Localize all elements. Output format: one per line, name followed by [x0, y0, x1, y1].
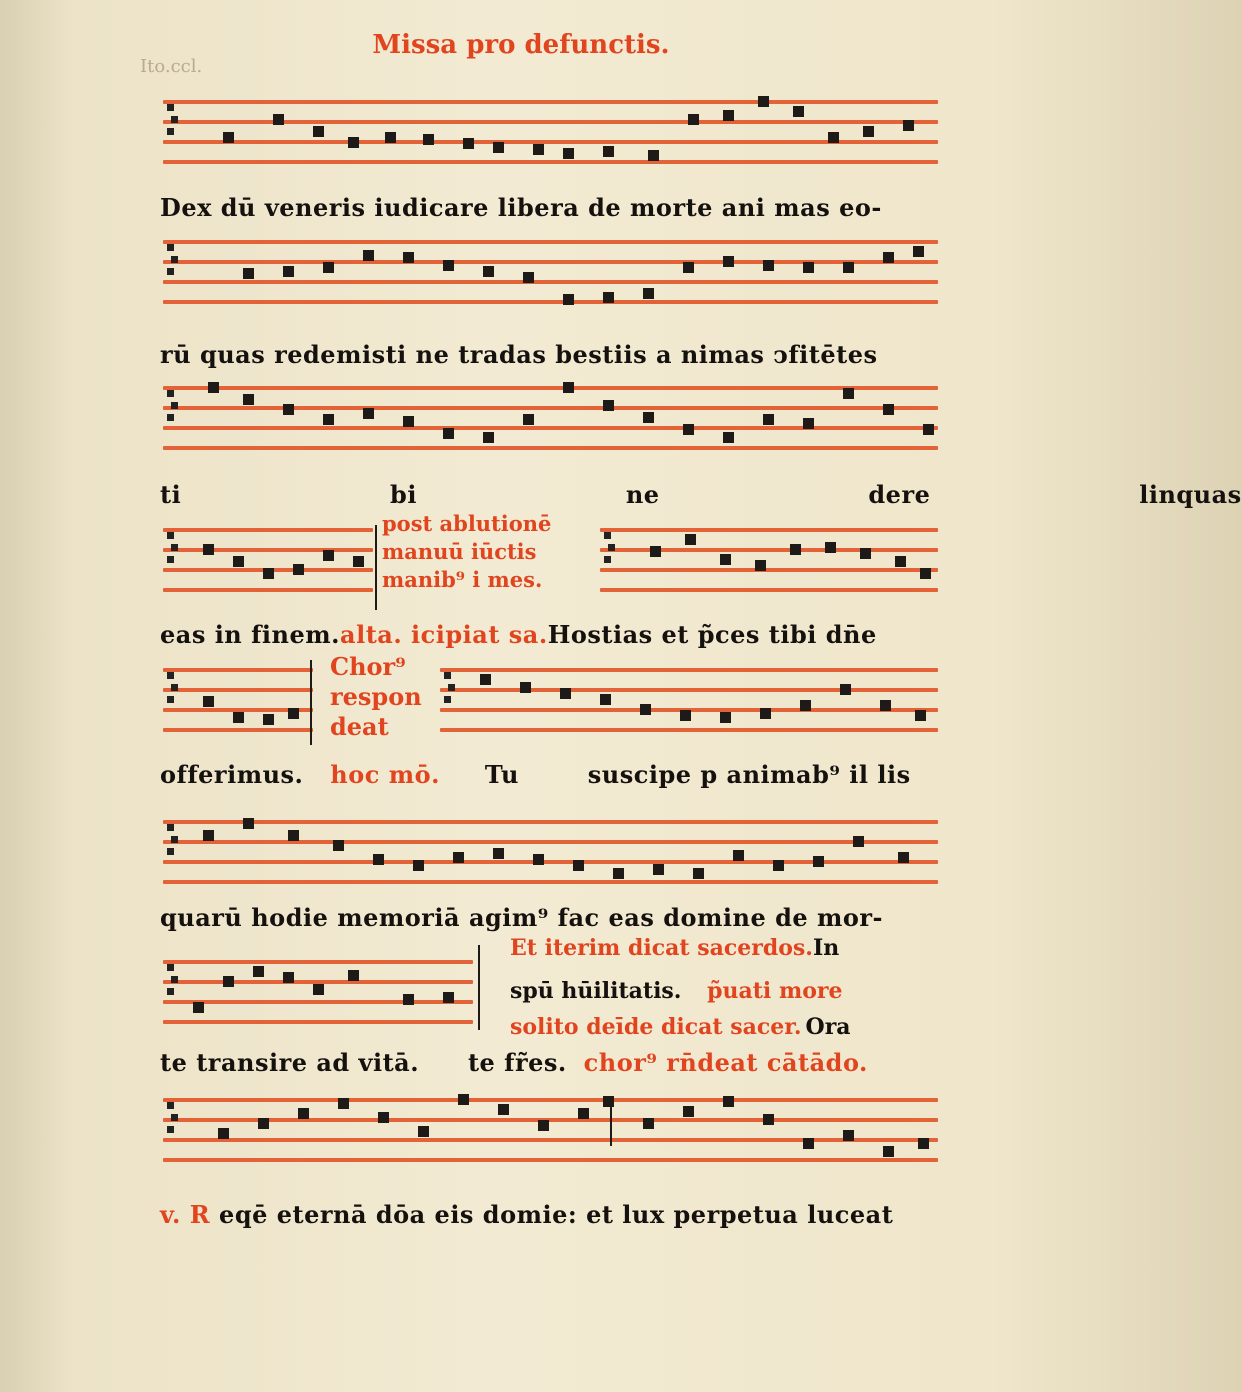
- bar-line: [478, 945, 480, 1030]
- bleed-through-text: Ito.ccl.: [140, 56, 203, 77]
- staff-line: [163, 1000, 473, 1004]
- neume-note: [843, 388, 854, 399]
- staff-line: [163, 1098, 938, 1102]
- neume-note: [458, 1094, 469, 1105]
- staff-line: [163, 160, 938, 164]
- staff-line: [163, 426, 938, 430]
- neume-note: [803, 1138, 814, 1149]
- staff-line: [163, 1158, 938, 1162]
- neume-note: [288, 708, 299, 719]
- neume-note: [860, 548, 871, 559]
- neume-note: [843, 262, 854, 273]
- neume-note: [283, 404, 294, 415]
- bar-line: [375, 525, 377, 610]
- neume-note: [803, 418, 814, 429]
- neume-note: [883, 404, 894, 415]
- neume-note: [840, 684, 851, 695]
- neume-note: [520, 682, 531, 693]
- neume-note: [493, 142, 504, 153]
- neume-note: [603, 400, 614, 411]
- neume-note: [523, 272, 534, 283]
- neume-note: [258, 1118, 269, 1129]
- music-staff-6: [163, 812, 938, 892]
- neume-note: [483, 266, 494, 277]
- neume-note: [825, 542, 836, 553]
- neume-note: [208, 382, 219, 393]
- neume-note: [578, 1108, 589, 1119]
- neume-note: [243, 818, 254, 829]
- neume-note: [680, 710, 691, 721]
- neume-note: [803, 262, 814, 273]
- neume-note: [493, 848, 504, 859]
- neume-note: [203, 696, 214, 707]
- staff-line: [163, 280, 938, 284]
- neume-note: [828, 132, 839, 143]
- neume-note: [243, 268, 254, 279]
- neume-note: [253, 966, 264, 977]
- neume-note: [913, 246, 924, 257]
- staff-line: [163, 240, 938, 244]
- c-clef-icon: [167, 668, 183, 708]
- neume-note: [418, 1126, 429, 1137]
- neume-note: [760, 708, 771, 719]
- neume-note: [915, 710, 926, 721]
- neume-note: [918, 1138, 929, 1149]
- staff-line: [163, 1020, 473, 1024]
- neume-note: [353, 556, 364, 567]
- neume-note: [443, 260, 454, 271]
- staff-line: [163, 100, 938, 104]
- staff-line: [163, 406, 938, 410]
- neume-note: [293, 564, 304, 575]
- neume-note: [763, 414, 774, 425]
- neume-note: [653, 864, 664, 875]
- staff-line: [163, 668, 313, 672]
- neume-note: [683, 424, 694, 435]
- neume-note: [883, 252, 894, 263]
- neume-note: [880, 700, 891, 711]
- neume-note: [233, 556, 244, 567]
- rubric-chorus: Chor⁹ respon deat: [330, 652, 422, 741]
- neume-note: [283, 972, 294, 983]
- neume-note: [755, 560, 766, 571]
- neume-note: [643, 412, 654, 423]
- staff-line: [163, 840, 938, 844]
- neume-note: [298, 1108, 309, 1119]
- staff-line: [600, 588, 938, 592]
- rubric-solito: solito deīde dicat sacer. Ora: [510, 1014, 851, 1040]
- neume-note: [453, 852, 464, 863]
- c-clef-icon: [167, 960, 183, 1000]
- neume-note: [613, 868, 624, 879]
- neume-note: [723, 256, 734, 267]
- c-clef-icon: [167, 386, 183, 426]
- neume-note: [863, 126, 874, 137]
- c-clef-icon: [167, 240, 183, 280]
- neume-note: [333, 840, 344, 851]
- bar-line: [310, 660, 312, 745]
- neume-note: [413, 860, 424, 871]
- neume-note: [573, 860, 584, 871]
- neume-note: [733, 850, 744, 861]
- staff-line: [163, 386, 938, 390]
- neume-note: [363, 250, 374, 261]
- neume-stem: [610, 1096, 612, 1146]
- chant-text-line-1: Dex dū veneris iudicare libera de morte ani mas eo-: [160, 193, 882, 222]
- neume-note: [640, 704, 651, 715]
- c-clef-icon: [444, 668, 460, 708]
- neume-note: [463, 138, 474, 149]
- rubric-et-iterum: Et iterim dicat sacerdos.In: [510, 935, 840, 961]
- verse-line: v. R eqē eternā dōa eis domie: et lux perpetua luceat: [160, 1200, 894, 1229]
- neume-note: [348, 970, 359, 981]
- staff-line: [163, 300, 938, 304]
- neume-note: [403, 994, 414, 1005]
- neume-note: [483, 432, 494, 443]
- staff-line: [163, 548, 373, 552]
- neume-note: [288, 830, 299, 841]
- neume-note: [853, 836, 864, 847]
- neume-note: [800, 700, 811, 711]
- neume-note: [403, 252, 414, 263]
- neume-note: [650, 546, 661, 557]
- neume-note: [758, 96, 769, 107]
- staff-line: [440, 688, 938, 692]
- neume-note: [338, 1098, 349, 1109]
- staff-line: [440, 668, 938, 672]
- staff-line: [163, 446, 938, 450]
- neume-note: [533, 144, 544, 155]
- neume-note: [533, 854, 544, 865]
- rubric-post-ablutionem: post ablutionē manuū iūctis manib⁹ i mes.: [382, 511, 552, 592]
- staff-line: [163, 960, 473, 964]
- neume-note: [648, 150, 659, 161]
- staff-line: [163, 880, 938, 884]
- neume-note: [243, 394, 254, 405]
- neume-note: [723, 1096, 734, 1107]
- neume-note: [563, 382, 574, 393]
- chant-text-line-2: rū quas redemisti ne tradas bestiis a nimas ↄfitētes: [160, 340, 878, 369]
- neume-note: [203, 544, 214, 555]
- neume-note: [923, 424, 934, 435]
- staff-line: [600, 528, 938, 532]
- music-staff-7: [163, 952, 473, 1032]
- neume-note: [223, 976, 234, 987]
- chant-text-line-3: ti bi ne dere linquas: [160, 480, 1242, 509]
- c-clef-icon: [167, 100, 183, 140]
- neume-note: [523, 414, 534, 425]
- neume-note: [898, 852, 909, 863]
- c-clef-icon: [167, 820, 183, 860]
- staff-line: [163, 140, 938, 144]
- music-staff-5b: [440, 660, 938, 740]
- c-clef-icon: [167, 1098, 183, 1138]
- neume-note: [323, 414, 334, 425]
- staff-line: [163, 588, 373, 592]
- neume-note: [323, 550, 334, 561]
- neume-note: [423, 134, 434, 145]
- neume-note: [273, 114, 284, 125]
- chant-text-line-6: quarū hodie memoriā agim⁹ fac eas domine de mor-: [160, 903, 883, 932]
- neume-note: [263, 568, 274, 579]
- staff-line: [163, 820, 938, 824]
- neume-note: [813, 856, 824, 867]
- neume-note: [363, 408, 374, 419]
- neume-note: [643, 288, 654, 299]
- neume-note: [538, 1120, 549, 1131]
- neume-note: [603, 1096, 614, 1107]
- neume-note: [223, 132, 234, 143]
- chant-text-line-4: eas in finem.alta. icipiat sa.Hostias et p̃ces tibi dn̄e: [160, 620, 877, 649]
- neume-note: [283, 266, 294, 277]
- c-clef-icon: [167, 528, 183, 568]
- neume-note: [373, 854, 384, 865]
- neume-note: [790, 544, 801, 555]
- neume-note: [323, 262, 334, 273]
- neume-note: [688, 114, 699, 125]
- neume-note: [498, 1104, 509, 1115]
- neume-note: [600, 694, 611, 705]
- neume-note: [603, 292, 614, 303]
- c-clef-icon: [604, 528, 620, 568]
- neume-note: [843, 1130, 854, 1141]
- neume-note: [793, 106, 804, 117]
- neume-note: [895, 556, 906, 567]
- neume-note: [723, 110, 734, 121]
- neume-note: [443, 428, 454, 439]
- staff-line: [163, 528, 373, 532]
- neume-note: [685, 534, 696, 545]
- neume-note: [903, 120, 914, 131]
- neume-note: [348, 137, 359, 148]
- neume-note: [883, 1146, 894, 1157]
- music-staff-2: [163, 232, 938, 312]
- neume-note: [693, 868, 704, 879]
- music-staff-1: [163, 92, 938, 172]
- neume-note: [773, 860, 784, 871]
- neume-note: [763, 260, 774, 271]
- neume-note: [643, 1118, 654, 1129]
- neume-note: [218, 1128, 229, 1139]
- rubric-privati: spū hūilitatis. p̃uati more: [510, 978, 843, 1004]
- staff-line: [163, 1138, 938, 1142]
- music-staff-3: [163, 378, 938, 458]
- neume-note: [403, 416, 414, 427]
- music-staff-4b: [600, 520, 938, 600]
- staff-line: [440, 728, 938, 732]
- neume-note: [378, 1112, 389, 1123]
- neume-note: [193, 1002, 204, 1013]
- neume-note: [683, 1106, 694, 1117]
- neume-note: [203, 830, 214, 841]
- staff-line: [163, 260, 938, 264]
- music-staff-4: [163, 520, 373, 600]
- music-staff-8: [163, 1090, 938, 1170]
- neume-note: [263, 714, 274, 725]
- staff-line: [163, 1118, 938, 1122]
- staff-line: [600, 568, 938, 572]
- neume-note: [313, 126, 324, 137]
- staff-line: [163, 688, 313, 692]
- neume-note: [560, 688, 571, 699]
- neume-note: [720, 712, 731, 723]
- neume-note: [480, 674, 491, 685]
- chant-text-line-5: offerimus. hoc mō. Tu suscipe p animab⁹ il lis: [160, 760, 911, 789]
- neume-note: [720, 554, 731, 565]
- neume-note: [233, 712, 244, 723]
- neume-note: [385, 132, 396, 143]
- staff-line: [163, 728, 313, 732]
- neume-note: [443, 992, 454, 1003]
- neume-note: [763, 1114, 774, 1125]
- neume-note: [563, 294, 574, 305]
- running-title: Missa pro defunctis.: [372, 30, 670, 60]
- neume-note: [920, 568, 931, 579]
- neume-note: [723, 432, 734, 443]
- chant-text-line-7: te transire ad vitā. te fr̃es. chor⁹ rn̄deat cātādo.: [160, 1048, 868, 1077]
- neume-note: [563, 148, 574, 159]
- neume-note: [683, 262, 694, 273]
- music-staff-5: [163, 660, 313, 740]
- neume-note: [603, 146, 614, 157]
- neume-note: [313, 984, 324, 995]
